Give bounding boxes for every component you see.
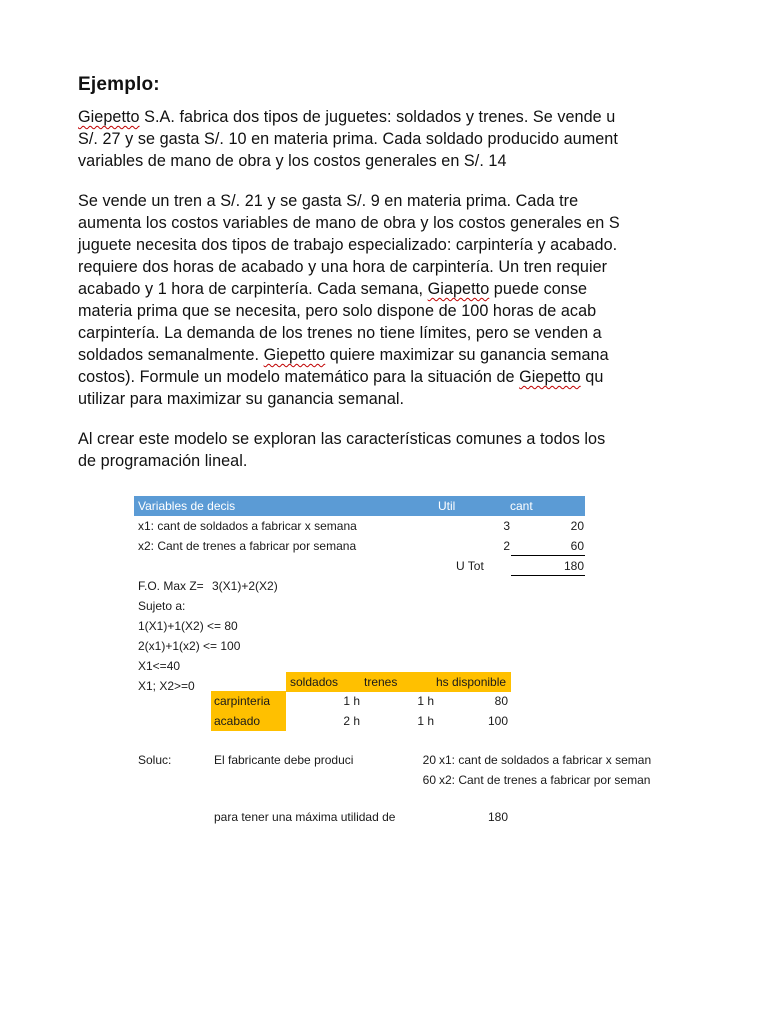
objective-expression: 3(X1)+2(X2) (212, 579, 278, 593)
header-variables: Variables de decis (138, 499, 236, 513)
table-row-x2-util: 2 (503, 539, 510, 553)
paragraph-2-line-4: requiere dos horas de acabado y una hora de carpintería. Un tren requier (78, 258, 608, 276)
line-start: acabado y 1 hora de carpintería. Cada semana, (78, 280, 428, 298)
table-row-x2-cant: 60 (570, 539, 584, 553)
paragraph-2-line-6: materia prima que se necesita, pero solo dispone de 100 horas de acab (78, 302, 597, 320)
paragraph-2-line-7: carpintería. La demanda de los trenes no tiene límites, pero se venden a (78, 324, 602, 342)
resources-row-carpinteria-trenes: 1 h (417, 694, 434, 708)
line-start: costos). Formule un modelo matemático para la situación de (78, 368, 520, 386)
resources-row-carpinteria-name: carpinteria (211, 691, 286, 711)
table-row-x1-label: x1: cant de soldados a fabricar x semana (138, 519, 357, 533)
constraint-3: X1<=40 (138, 659, 181, 673)
resources-row-acabado-soldados: 2 h (343, 714, 360, 728)
max-utility-text: para tener una máxima utilidad de (214, 810, 396, 824)
solution-label: Soluc: (138, 753, 172, 767)
solution-x2-desc: x2: Cant de trenes a fabricar por seman (439, 773, 651, 787)
paragraph-2-line-2: aumenta los costos variables de mano de obra y los costos generales en S (78, 214, 620, 232)
paragraph-3-line-1: Al crear este modelo se exploran las características comunes a todos los (78, 430, 606, 448)
resources-row-acabado-name: acabado (211, 711, 286, 731)
paragraph-2-line-10: utilizar para maximizar su ganancia semanal. (78, 390, 405, 408)
total-underline (511, 575, 585, 576)
resources-header-soldados: soldados (290, 675, 339, 689)
word-giapetto: Giapetto (427, 280, 490, 298)
resources-row-acabado-trenes: 1 h (417, 714, 434, 728)
constraint-2: 2(x1)+1(x2) <= 100 (138, 639, 241, 653)
resources-header-trenes: trenes (364, 675, 398, 689)
table-header-row (134, 496, 585, 516)
word-giepetto: Giepetto (263, 346, 326, 364)
header-util: Util (438, 499, 456, 513)
constraint-4: X1; X2>=0 (138, 679, 195, 693)
line-start: soldados semanalmente. (78, 346, 264, 364)
resources-header-available: hs disponible (436, 675, 507, 689)
table-row-x1-cant: 20 (570, 519, 584, 533)
resources-row-carpinteria-soldados: 1 h (343, 694, 360, 708)
subject-to-label: Sujeto a: (138, 599, 186, 613)
solution-x2-qty: 60 (422, 773, 436, 787)
paragraph-2-line-3: juguete necesita dos tipos de trabajo especializado: carpintería y acabado. (78, 236, 618, 254)
total-label: U Tot (456, 559, 484, 573)
example-heading: Ejemplo: (78, 74, 160, 95)
table-row-x2-label: x2: Cant de trenes a fabricar por semana (138, 539, 357, 553)
solution-x1-desc: x1: cant de soldados a fabricar x seman (439, 753, 652, 767)
table-row-x1-util: 3 (503, 519, 510, 533)
resources-row-carpinteria-available: 80 (494, 694, 508, 708)
word-giepetto: Giepetto (78, 108, 140, 126)
total-value: 180 (563, 559, 584, 573)
solution-text: El fabricante debe produci (214, 753, 354, 767)
word-giepetto: Giepetto (519, 368, 581, 386)
line-rest: quiere maximizar su ganancia semana (325, 346, 609, 364)
paragraph-1-line-3: variables de mano de obra y los costos generales en S/. 14 (78, 152, 507, 170)
paragraph-1-line-2: S/. 27 y se gasta S/. 10 en materia prima. Cada soldado producido aument (78, 130, 618, 148)
constraint-1: 1(X1)+1(X2) <= 80 (138, 619, 238, 633)
line-rest: puede conse (489, 280, 588, 298)
line-rest: S.A. fabrica dos tipos de juguetes: soldados y trenes. Se vende u (139, 108, 616, 126)
max-utility-value: 180 (487, 810, 508, 824)
paragraph-3-line-2: de programación lineal. (78, 452, 248, 470)
objective-label: F.O. Max Z= (138, 579, 204, 593)
paragraph-2-line-1: Se vende un tren a S/. 21 y se gasta S/. 9 en materia prima. Cada tre (78, 192, 579, 210)
solution-x1-qty: 20 (422, 753, 436, 767)
line-rest: qu (580, 368, 604, 386)
resources-row-acabado-available: 100 (487, 714, 508, 728)
header-cant: cant (510, 499, 533, 513)
